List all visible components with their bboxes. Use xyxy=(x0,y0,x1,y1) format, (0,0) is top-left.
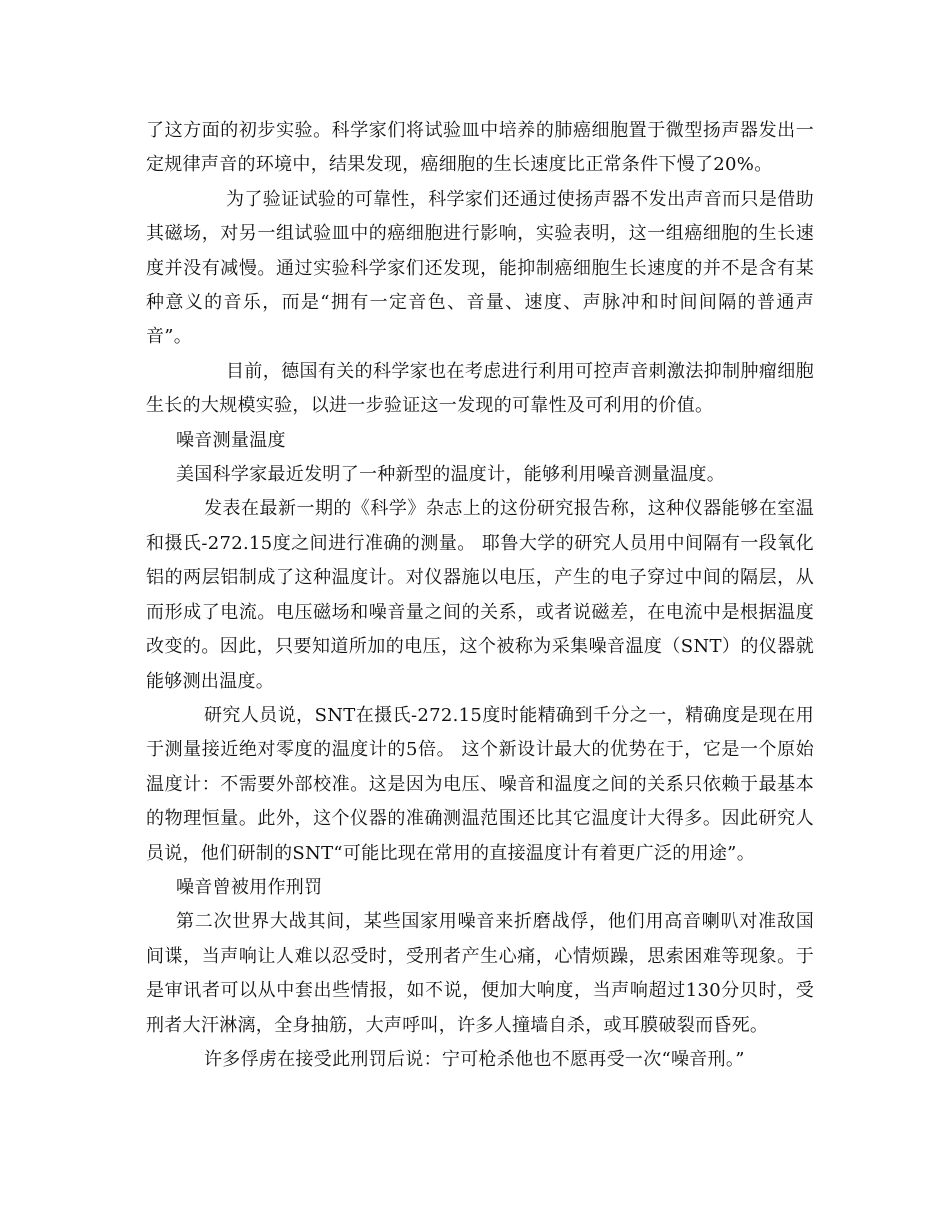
paragraph-german-scientists: 目前，德国有关的科学家也在考虑进行利用可控声音刺激法抑制肿瘤细胞生长的大规模实验，以进一步验证这一发现的可靠性及可利用的价值。 xyxy=(146,360,814,417)
paragraph-verification: 为了验证试验的可靠性，科学家们还通过使扬声器不发出声音而只是借助其磁场，对另一组试验皿中的癌细胞进行影响，实验表明，这一组癌细胞的生长速度并没有减慢。通过实验科学家们还发现，能抑制癌细胞生长速度的并不是含有某种意义的音乐，而是“拥有一定音色、音量、速度、声脉冲和时间间隔的普通声音”。 xyxy=(146,188,814,348)
document-body xyxy=(146,114,814,1077)
heading-noise-punishment: 噪音曾被用作刑罚 xyxy=(176,876,323,898)
paragraph-prisoners-quote: 许多俘虏在接受此刑罚后说：宁可枪杀他也不愿再受一次“噪音刑。” xyxy=(204,1048,745,1070)
paragraph-new-thermometer: 美国科学家最近发明了一种新型的温度计，能够利用噪音测量温度。 xyxy=(176,464,725,486)
paragraph-snt-precision: 研究人员说，SNT在摄氏-272.15度时能精确到千分之一，精确度是现在用于测量接近绝对零度的温度计的5倍。 这个新设计最大的优势在于，它是一个原始温度计：不需要外部校准。这是因为电压、噪音和温度之间的关系只依赖于最基本的物理恒量。此外，这个仪器的准确测温范围还比其它温度计大得多。因此研究人员说，他们研制的SNT“可能比现在常用的直接温度计有着更广泛的用途”。 xyxy=(146,704,814,864)
paragraph-science-report: 发表在最新一期的《科学》杂志上的这份研究报告称，这种仪器能够在室温和摄氏-272.15度之间进行准确的测量。 耶鲁大学的研究人员用中间隔有一段氧化铝的两层铝制成了这种温度计。对仪器施以电压，产生的电子穿过中间的隔层，从而形成了电流。电压磁场和噪音量之间的关系，或者说磁差，在电流中是根据温度改变的。因此，只要知道所加的电压，这个被称为采集噪音温度（SNT）的仪器就能够测出温度。 xyxy=(146,498,814,692)
paragraph-wwii-noise: 第二次世界大战其间，某些国家用噪音来折磨战俘，他们用高音喇叭对准敌国间谍，当声响让人难以忍受时，受刑者产生心痛，心情烦躁，思索困难等现象。于是审讯者可以从中套出些情报，如不说，便加大响度，当声响超过130分贝时，受刑者大汗淋漓，全身抽筋，大声呼叫，许多人撞墙自杀，或耳膜破裂而昏死。 xyxy=(146,911,814,1036)
heading-noise-temperature: 噪音测量温度 xyxy=(176,429,286,451)
paragraph-lung-cancer-experiment: 了这方面的初步实验。科学家们将试验皿中培养的肺癌细胞置于微型扬声器发出一定规律声音的环境中，结果发现，癌细胞的生长速度比正常条件下慢了20%。 xyxy=(146,120,814,176)
